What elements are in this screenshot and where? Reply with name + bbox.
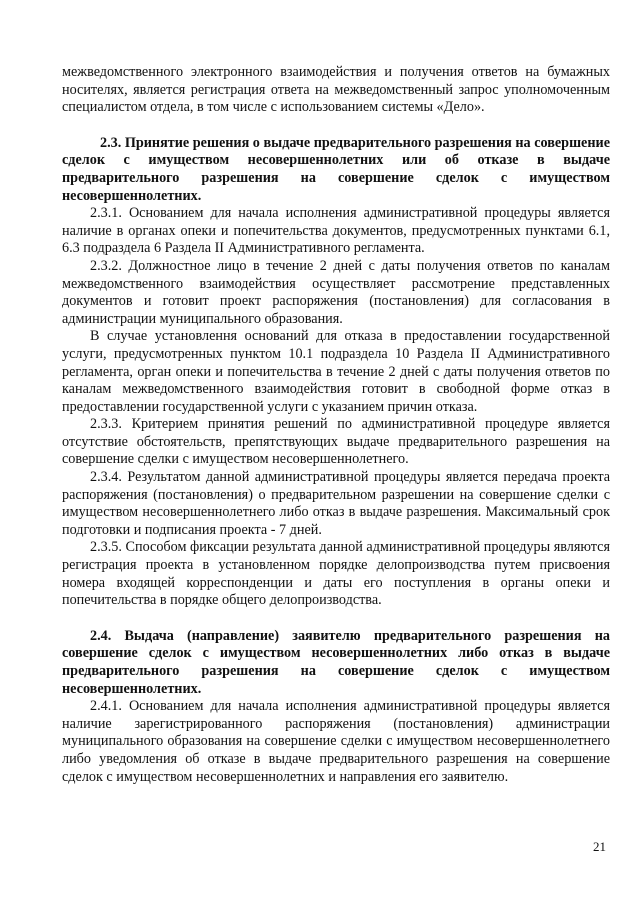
page-number: 21	[593, 839, 606, 854]
paragraph-2-3-2-refusal: В случае установлення оснований для отказа в предоставлении государственной услуги, предусмотренных пунктом 10.1 подраздела 10 Раздела II Административного регламента, орган опеки и попечительства в течение 2 дней с даты получения ответов по каналам межведомственного взаимодействия готовит в свободной форме отказ в предоставлении государственной услуги с указанием причин отказа.	[62, 328, 610, 415]
paragraph-2-3-1: 2.3.1. Основанием для начала исполнения административной процедуры является наличие в органах опеки и попечительства документов, предусмотренных пунктами 6.1, 6.3 подраздела 6 Раздела II Административного регламента.	[62, 205, 610, 257]
section-2-4-heading: 2.4. Выдача (направление) заявителю предварительного разрешения на совершение сделок с имуществом несовершеннолетних либо отказ в выдаче предварительного разрешения на совершение сделок с имуществом несовершеннолетних.	[62, 627, 610, 697]
paragraph-2-3-3: 2.3.3. Критерием принятия решений по административной процедуре является отсутствие обстоятельств, препятствующих выдаче предварительного разрешения на совершение сделки с имуществом несовершеннолетнего.	[62, 416, 610, 468]
paragraph-intro: межведомственного электронного взаимодействия и получения ответов на бумажных носителях, является регистрация ответа на межведомственный запрос уполномоченным специалистом отдела, в том числе с использованием системы «Дело».	[62, 64, 610, 116]
section-2-3-heading: 2.3. Принятие решения о выдаче предварительного разрешения на совершение сделок с имуществом несовершеннолетних или об отказе в выдаче предварительного разрешения на совершение сделок с имуществом несовершеннолетних.	[62, 134, 610, 204]
document-body	[62, 64, 610, 786]
paragraph-2-3-2: 2.3.2. Должностное лицо в течение 2 дней с даты получения ответов по каналам межведомственного взаимодействия осуществляет рассмотрение представленных документов и готовит проект распоряжения (постановления) для согласования в администрации муниципального образования.	[62, 257, 610, 327]
paragraph-2-4-1: 2.4.1. Основанием для начала исполнения административной процедуры является наличие зарегистрированного распоряжения (постановления) администрации муниципального образования на совершение сделки с имуществом несовершеннолетнего либо уведомления об отказе в выдаче предварительного разрешения на совершение сделок с имуществом несовершеннолетних и направления его заявителю.	[62, 698, 610, 785]
paragraph-2-3-5: 2.3.5. Способом фиксации результата данной административной процедуры являются регистрация проекта в установленном порядке делопроизводства путем присвоения номера входящей корреспонденции и даты его поступления в органы опеки и попечительства в порядке общего делопроизводства.	[62, 539, 610, 609]
paragraph-2-3-4: 2.3.4. Результатом данной административной процедуры является передача проекта распоряжения (постановления) о предварительном разрешении на совершение сделки с имуществом несовершеннолетнего либо отказ в выдаче разрешения. Максимальный срок подготовки и подписания проекта - 7 дней.	[62, 469, 610, 538]
